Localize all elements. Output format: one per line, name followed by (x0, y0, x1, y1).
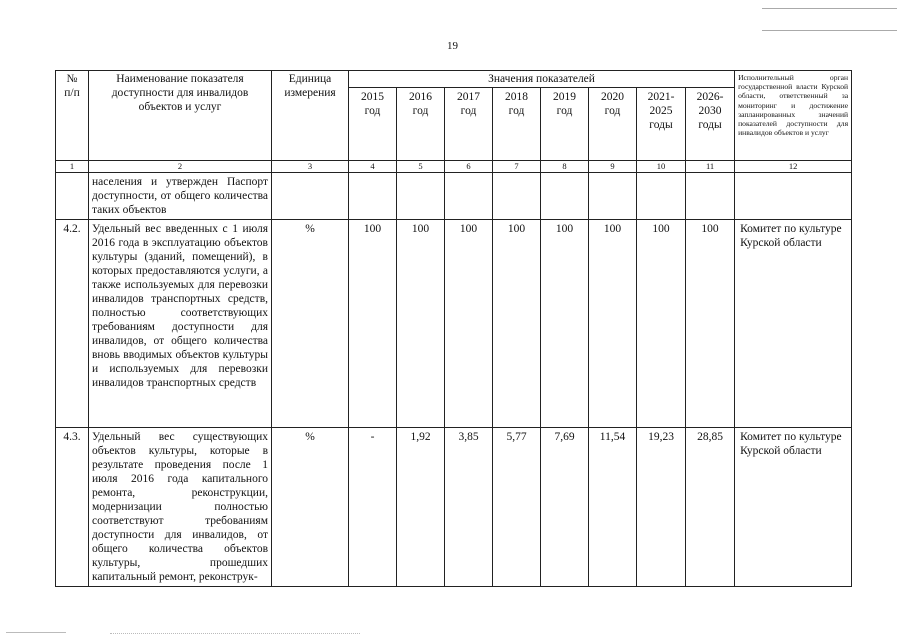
row-value (445, 173, 493, 220)
row-value: 5,77 (493, 428, 541, 587)
scan-artifact-line (762, 30, 897, 31)
row-value: 100 (541, 220, 589, 428)
header-unit: Единица измерения (272, 71, 349, 161)
row-value: 100 (445, 220, 493, 428)
row-value: 100 (637, 220, 686, 428)
row-unit (272, 173, 349, 220)
row-agency: Комитет по культуре Курской области (735, 428, 852, 587)
row-value (349, 173, 397, 220)
header-year: 2019 год (541, 88, 589, 161)
row-num: 4.3. (56, 428, 89, 587)
row-unit: % (272, 220, 349, 428)
row-value (541, 173, 589, 220)
row-name: населения и утвержден Паспорт доступности, от общего количества таких объектов (89, 173, 272, 220)
row-value: 7,69 (541, 428, 589, 587)
row-value: 100 (686, 220, 735, 428)
row-name: Удельный вес существующих объектов культуры, которые в результате проведения после 1 июля 2016 года капитального ремонта, реконструкции, модернизации полностью соответствуют требованиям доступности для инвалидов, от общего количества объектов культуры, прошедших капитальный ремонт, реконструк- (89, 428, 272, 587)
column-index: 9 (589, 161, 637, 173)
row-value (589, 173, 637, 220)
row-value (686, 173, 735, 220)
page-number: 19 (447, 40, 458, 52)
header-row-top (56, 71, 852, 88)
header-year: 2020 год (589, 88, 637, 161)
row-agency (735, 173, 852, 220)
column-index: 3 (272, 161, 349, 173)
column-index: 5 (397, 161, 445, 173)
header-agency: Исполнительный орган государственной власти Курской области, ответственный за мониторинг и достижение запланированных значений показателей доступности для инвалидов объектов и услуг (735, 71, 852, 161)
column-index: 1 (56, 161, 89, 173)
row-value: 100 (397, 220, 445, 428)
scan-artifact-line (762, 8, 897, 9)
row-value: 100 (493, 220, 541, 428)
header-year: 2018 год (493, 88, 541, 161)
header-values-group: Значения показателей (349, 71, 735, 88)
row-num: 4.2. (56, 220, 89, 428)
row-name: Удельный вес введенных с 1 июля 2016 года в эксплуатацию объектов культуры (зданий, помещений), в которых предоставляются услуги, а также используемых для перевозки инвалидов транспортных средств, полностью соответствующих требованиям доступности для инвалидов, от общего количества вновь вводимых объектов культуры и используемых для перевозки инвалидов транспортных средств (89, 220, 272, 428)
row-num (56, 173, 89, 220)
row-value: 19,23 (637, 428, 686, 587)
header-year: 2015 год (349, 88, 397, 161)
table-row-continuation (56, 173, 852, 220)
scan-artifact-line (110, 633, 360, 634)
header-year: 2026- 2030 годы (686, 88, 735, 161)
row-value: - (349, 428, 397, 587)
row-value: 3,85 (445, 428, 493, 587)
header-year: 2021- 2025 годы (637, 88, 686, 161)
header-num: № п/п (56, 71, 89, 161)
table-row-4-2 (56, 220, 852, 428)
header-year: 2016 год (397, 88, 445, 161)
column-index: 6 (445, 161, 493, 173)
row-agency: Комитет по культуре Курской области (735, 220, 852, 428)
row-value: 1,92 (397, 428, 445, 587)
row-value (493, 173, 541, 220)
column-index: 2 (89, 161, 272, 173)
column-index-row (56, 161, 852, 173)
column-index: 12 (735, 161, 852, 173)
row-value: 28,85 (686, 428, 735, 587)
row-unit: % (272, 428, 349, 587)
row-value: 100 (349, 220, 397, 428)
row-value: 11,54 (589, 428, 637, 587)
table-row-4-3 (56, 428, 852, 587)
column-index: 10 (637, 161, 686, 173)
column-index: 8 (541, 161, 589, 173)
header-year: 2017 год (445, 88, 493, 161)
column-index: 7 (493, 161, 541, 173)
header-name: Наименование показателя доступности для инвалидов объектов и услуг (89, 71, 272, 161)
row-value (397, 173, 445, 220)
column-index: 4 (349, 161, 397, 173)
scan-artifact-line (6, 632, 66, 633)
row-value: 100 (589, 220, 637, 428)
indicators-table (55, 70, 852, 587)
row-value (637, 173, 686, 220)
column-index: 11 (686, 161, 735, 173)
